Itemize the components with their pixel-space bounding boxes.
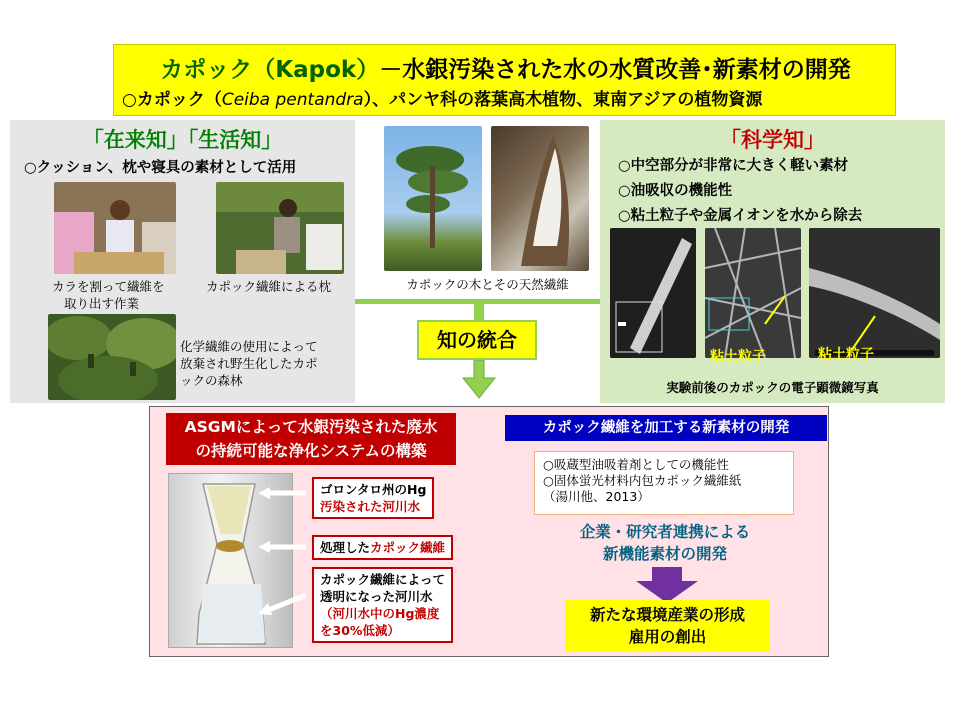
caption-line: 化学繊維の使用によって [180, 339, 318, 354]
title-topic: 水銀汚染された水の水質改善･新素材の開発 [402, 57, 851, 83]
outcome-box [565, 600, 770, 652]
clear-water-callout [312, 567, 453, 643]
kapok-pillow-image [216, 182, 344, 274]
scientific-knowledge-panel [600, 120, 945, 403]
property-hollow-fiber: ○中空部分が非常に大きく軽い素材 [618, 158, 849, 174]
property-oil-absorption: ○油吸収の機能性 [618, 183, 733, 199]
kapok-tree-image [384, 126, 482, 271]
caption-line: カラを割って繊維を [52, 279, 165, 294]
clay-particle-label: 粘土粒子 [710, 349, 766, 365]
property-particle-removal: ○粘土粒子や金属イオンを水から除去 [618, 208, 863, 224]
wild-forest-image [48, 314, 176, 400]
sem-photo-closeup [809, 228, 940, 358]
sem-closeup-image [809, 228, 940, 358]
title-kapok: カポック（Kapok） [160, 57, 380, 83]
new-material-details [534, 451, 794, 515]
application-panel [149, 406, 829, 657]
purification-system-heading [166, 413, 456, 465]
sem-photo-with-clay [705, 228, 801, 358]
subtitle-suffix: ）、パンヤ科の落葉高木植物、東南アジアの植物資源 [363, 90, 763, 110]
callout-text-red: を30%低減） [320, 623, 400, 638]
callout-text-red: カポック繊維 [370, 540, 446, 555]
knowledge-integration-label: 知の統合 [417, 320, 537, 360]
callout-line: カポック繊維によって [320, 572, 446, 587]
heading-line: の持続可能な浄化システムの構築 [195, 442, 427, 460]
callout-line: （河川水中のHg濃度 [320, 606, 440, 621]
kapok-pillow-photo [216, 182, 344, 274]
callout-text: 処理した [320, 540, 371, 555]
callout-line: ゴロンタロ州のHg [320, 482, 427, 497]
detail-line: ○吸蔵型油吸着剤としての機能性 [543, 457, 729, 472]
kapok-pod-image [491, 126, 589, 271]
callout-line: 透明になった河川水 [320, 589, 433, 604]
sem-clay-fibers-image [705, 228, 801, 358]
collaboration-text [530, 521, 800, 565]
contaminated-water-callout [312, 477, 434, 519]
clay-particle-label: 粘土粒子 [818, 347, 874, 363]
fiber-extraction-caption [52, 278, 165, 312]
scientific-name: Ceiba pentandra [221, 90, 364, 110]
kapok-fiber-pod-photo [491, 126, 589, 271]
pillow-caption: カポック繊維による枕 [206, 279, 332, 294]
caption-line: ックの森林 [180, 373, 243, 388]
wild-forest-caption [180, 338, 318, 389]
treated-fiber-callout [312, 535, 453, 560]
caption-line: 放棄され野生化したカポ [180, 356, 318, 371]
kapok-tree-caption: カポックの木とその天然繊維 [406, 277, 569, 292]
wild-kapok-forest-photo [48, 314, 176, 400]
scientific-knowledge-heading: 「科学知」 [720, 128, 825, 152]
fiber-extraction-image [54, 182, 176, 274]
title-main [114, 51, 897, 84]
caption-line: 取り出す作業 [64, 296, 140, 311]
outcome-line: 雇用の創出 [628, 628, 707, 646]
outcome-line: 新たな環境産業の形成 [589, 606, 745, 624]
new-material-heading: カポック繊維を加工する新素材の開発 [505, 415, 827, 441]
title-dash: － [379, 57, 403, 83]
traditional-knowledge-panel [10, 120, 355, 403]
detail-line: ○固体蛍光材料内包カポック繊維紙 [543, 473, 742, 488]
sem-hollow-fiber-image [610, 228, 696, 358]
callout-line: 汚染された河川水 [320, 499, 421, 514]
subtitle-prefix: ○カポック（ [122, 90, 222, 110]
traditional-knowledge-heading: 「在来知」「生活知」 [82, 128, 283, 152]
callout-line [320, 622, 445, 639]
title-box [113, 44, 896, 116]
title-subtitle [122, 85, 762, 110]
callout-arrow-icon [258, 487, 318, 617]
collab-line: 企業・研究者連携による [579, 523, 751, 541]
fiber-extraction-photo [54, 182, 176, 274]
traditional-use-text: ○クッション、枕や寝具の素材として活用 [24, 160, 297, 176]
down-arrow-icon [461, 360, 497, 400]
kapok-tree-photo [384, 126, 482, 271]
detail-line: （湯川他、2013） [543, 489, 650, 504]
down-arrow-purple-icon [636, 567, 698, 603]
sem-caption: 実験前後のカポックの電子顕微鏡写真 [666, 380, 879, 395]
sem-photo-before [610, 228, 696, 358]
collab-line: 新機能素材の開発 [602, 545, 727, 563]
heading-line: ASGMによって水銀汚染された廃水 [184, 418, 438, 436]
